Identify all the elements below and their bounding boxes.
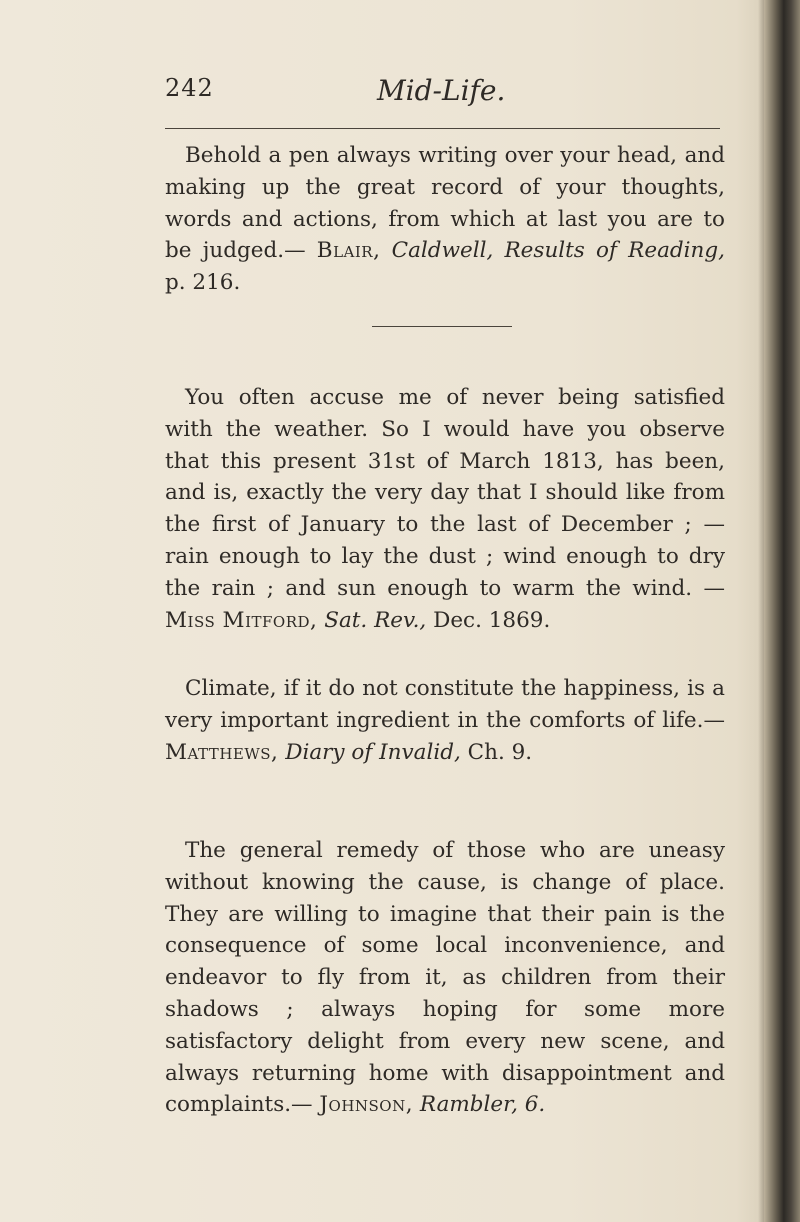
quote-text: Behold a pen always writing over your head, and making up the great record of your thoughts, words and actions, from which at last you are to be judged.— — [165, 143, 725, 264]
quote-source: Caldwell, Results of Reading, — [391, 238, 725, 264]
page-header — [165, 74, 725, 118]
separator-rule — [372, 326, 512, 327]
quote-source: Rambler, 6. — [419, 1092, 546, 1118]
book-binding — [764, 0, 800, 1222]
quote-paragraph — [165, 673, 725, 768]
quote-reference: Dec. 1869. — [426, 607, 551, 633]
quote-source: Diary of Invalid, — [285, 739, 461, 765]
quote-paragraph — [165, 382, 725, 636]
quote-author: Blair, — [316, 238, 381, 264]
quote-text: You often accuse me of never being satisfied with the weather. So I would have you observe that this present 31st of March 1813, has been, and is, exactly the very day that I should like from the first of January to the last of December ; — rain enough to lay the dust ; wind enough to dry the rain ; and sun enough to warm the wind. — — [165, 385, 725, 601]
quote-author: Miss Mitford, — [165, 607, 318, 633]
running-title: Mid-Life. — [377, 74, 506, 107]
quote-reference: p. 216. — [165, 270, 241, 296]
header-rule — [165, 128, 720, 129]
quote-text: The general remedy of those who are uneasy without knowing the cause, is change of place. They are willing to imagine that their pain is the consequence of some local inconvenience, and endeavor to fly from it, as children from their shadows ; always hoping for some more satisfactory delight from every new scene, and always returning home with disappointment and complaints.— — [165, 838, 725, 1118]
quote-mitford — [165, 382, 725, 636]
quote-author: Matthews, — [165, 739, 279, 765]
page-number: 242 — [165, 74, 214, 102]
quote-matthews — [165, 673, 725, 768]
quote-reference: Ch. 9. — [460, 739, 533, 765]
quote-paragraph — [165, 835, 725, 1121]
quote-johnson — [165, 835, 725, 1121]
quote-author: Johnson, — [319, 1092, 414, 1118]
quote-blair — [165, 140, 725, 299]
quote-paragraph — [165, 140, 725, 299]
quote-text: Climate, if it do not constitute the happiness, is a very important ingredient in the comforts of life.— — [165, 676, 725, 733]
quote-source: Sat. Rev., — [324, 607, 427, 633]
